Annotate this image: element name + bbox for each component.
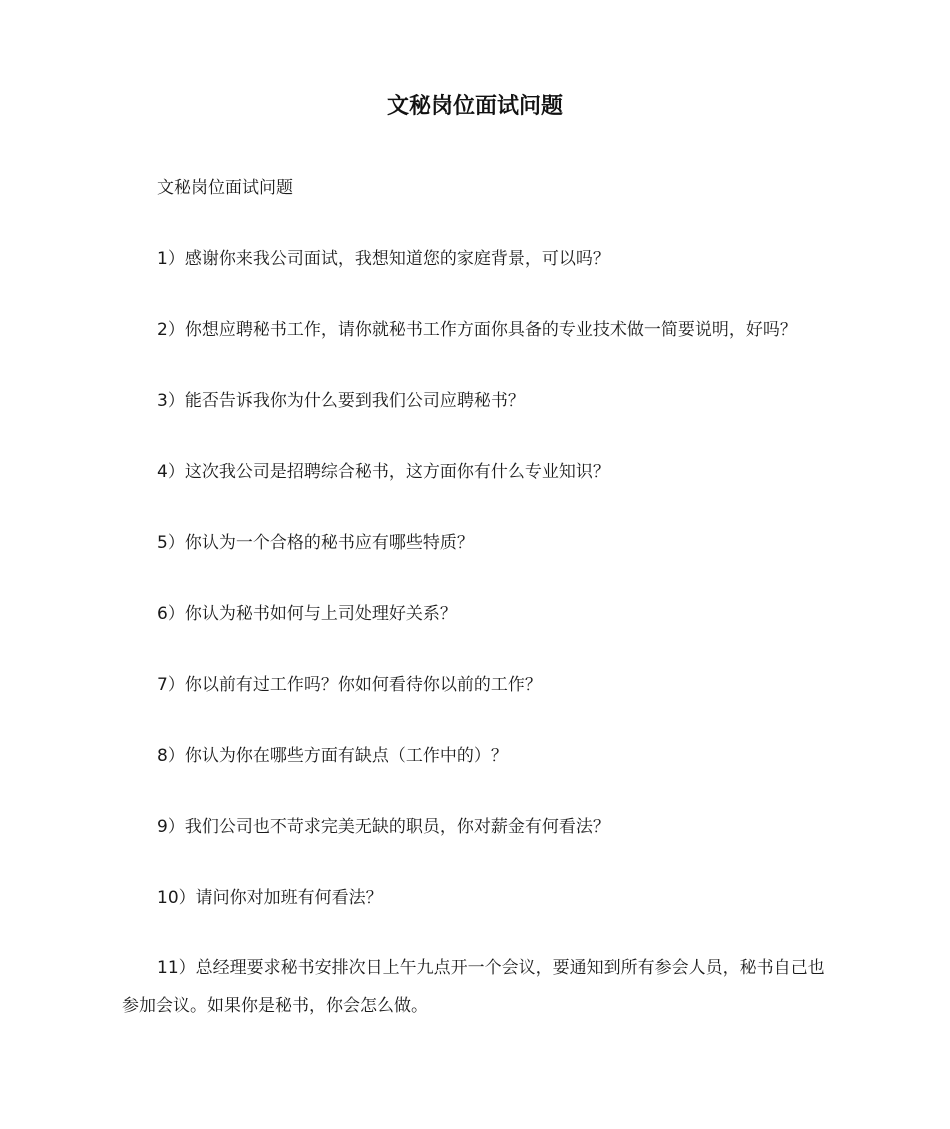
- question-item: 4）这次我公司是招聘综合秘书，这方面你有什么专业知识？: [157, 462, 610, 482]
- document-subtitle: 文秘岗位面试问题: [157, 178, 293, 198]
- document-title: 文秘岗位面试问题: [386, 94, 563, 119]
- question-item: 8）你认为你在哪些方面有缺点（工作中的）？: [157, 746, 508, 766]
- question-item: 5）你认为一个合格的秘书应有哪些特质？: [157, 533, 474, 553]
- question-item: 6）你认为秘书如何与上司处理好关系？: [157, 604, 457, 624]
- question-item: 10）请问你对加班有何看法？: [157, 888, 383, 908]
- question-item: 3）能否告诉我你为什么要到我们公司应聘秘书？: [157, 391, 525, 411]
- question-item: 11）总经理要求秘书安排次日上午九点开一个会议，要通知到所有参会人员，秘书自己也参加会议。如果你是秘书，你会怎么做。: [122, 958, 825, 1016]
- question-item: 9）我们公司也不苛求完美无缺的职员，你对薪金有何看法？: [157, 817, 610, 837]
- question-item: 2）你想应聘秘书工作，请你就秘书工作方面你具备的专业技术做一简要说明，好吗？: [157, 320, 797, 340]
- question-item: 7）你以前有过工作吗？你如何看待你以前的工作？: [157, 675, 542, 695]
- question-item: 1）感谢你来我公司面试，我想知道您的家庭背景，可以吗？: [157, 249, 610, 269]
- question-list: [122, 246, 828, 1025]
